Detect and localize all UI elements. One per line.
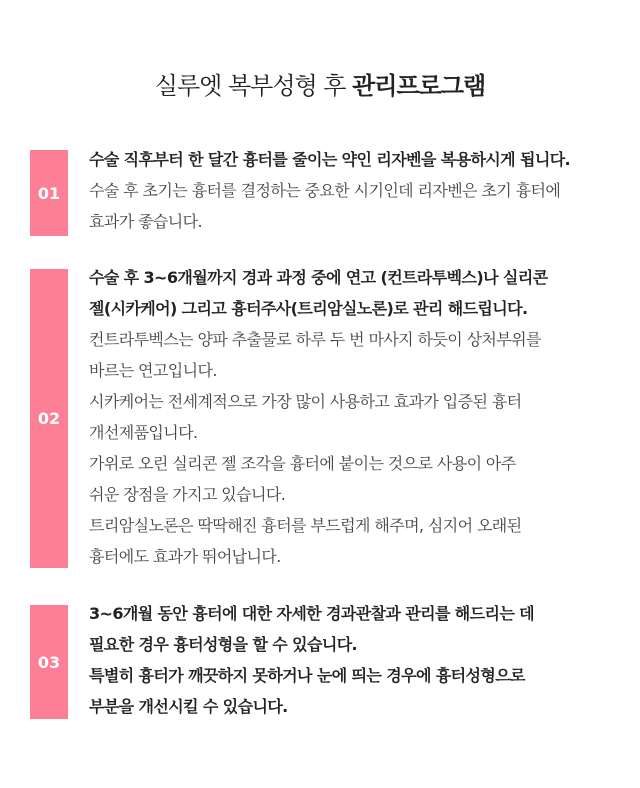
section-text xyxy=(89,598,617,722)
section-line: 개선제품입니다. xyxy=(89,423,198,442)
section-line: 특별히 흉터가 깨끗하지 못하거나 눈에 띄는 경우에 흉터성형으로 xyxy=(89,666,525,685)
section-line: 시카케어는 전세계적으로 가장 많이 사용하고 효과가 입증된 흉터 xyxy=(89,392,522,411)
section-text xyxy=(89,144,617,237)
section-line: 수술 후 초기는 흉터를 결정하는 중요한 시기인데 리자벤은 초기 흉터에 xyxy=(89,181,561,200)
section-line: 수술 후 3~6개월까지 경과 과정 중에 연고 (컨트라투벡스)나 실리콘 xyxy=(89,268,548,287)
page-title-light: 실루엣 복부성형 후 xyxy=(154,72,353,100)
section-line: 수술 직후부터 한 달간 흉터를 줄이는 약인 리자벤을 복용하시게 됩니다. xyxy=(89,150,571,169)
section-line: 부분을 개선시킬 수 있습니다. xyxy=(89,697,288,716)
section-02 xyxy=(0,262,640,572)
section-line: 쉬운 장점을 가지고 있습니다. xyxy=(89,485,286,504)
section-text xyxy=(89,262,617,572)
section-line: 3~6개월 동안 흉터에 대한 자세한 경과관찰과 관리를 해드리는 데 xyxy=(89,604,535,623)
section-line: 트리암실노론은 딱딱해진 흉터를 부드럽게 해주며, 심지어 오래된 xyxy=(89,516,522,535)
section-number-badge: 03 xyxy=(30,605,68,719)
section-line: 효과가 좋습니다. xyxy=(89,212,202,231)
section-line: 필요한 경우 흉터성형을 할 수 있습니다. xyxy=(89,635,358,654)
section-line: 젤(시카케어) 그리고 흉터주사(트리암실노론)로 관리 해드립니다. xyxy=(89,299,528,318)
section-line: 흉터에도 효과가 뛰어납니다. xyxy=(89,547,281,566)
section-01 xyxy=(0,144,640,236)
page-title-bold: 관리프로그램 xyxy=(352,72,486,100)
page-title xyxy=(0,58,640,114)
section-03 xyxy=(0,598,640,720)
section-line: 바르는 연고입니다. xyxy=(89,361,217,380)
section-line: 컨트라투벡스는 양파 추출물로 하루 두 번 마사지 하듯이 상처부위를 xyxy=(89,330,541,349)
section-number-badge: 02 xyxy=(30,269,68,568)
section-line: 가위로 오린 실리콘 젤 조각을 흉터에 붙이는 것으로 사용이 아주 xyxy=(89,454,516,473)
section-number-badge: 01 xyxy=(30,150,68,236)
